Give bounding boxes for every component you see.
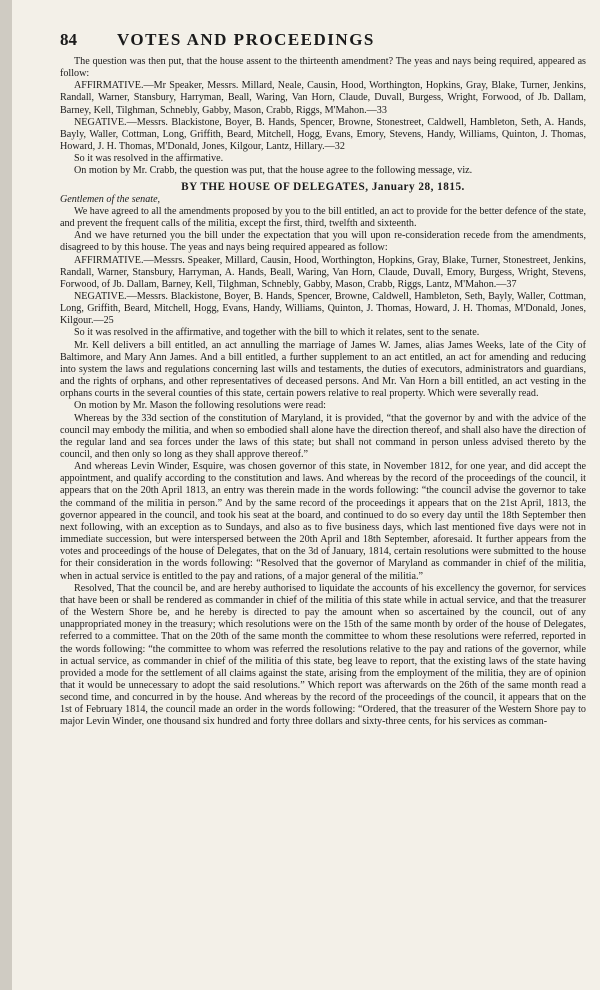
paragraph: AFFIRMATIVE.—Mr Speaker, Messrs. Millard, Neale, Causin, Hood, Worthington, Hopkins, Gray, Blake, Turner, Jenkins, Randall, Warner, Stansbury, Harryman, Beall, Waring, Van Horn, Claude, Duvall, Burgess, Wright, Forwood, of Jb. Dallam, Barney, Kell, Tilghman, Schnebly, Gabby, Mason, Crabb, Riggs, M'Mahon.—33 — [60, 80, 586, 116]
salutation: Gentlemen of the senate, — [60, 193, 161, 205]
paragraph: AFFIRMATIVE.—Messrs. Speaker, Millard, Causin, Hood, Worthington, Hopkins, Gray, Blake, Turner, Stonestreet, Jenkins, Randall, Warner, Stansbury, Harryman, A. Hands, Beall, Waring, Van Horn, Claude, Duvall, Emory, Burgess, Wright, Stevens, Forwood, of Jb. Dallam, Barney, Kell, Tilghman, Schnebly, Gabby, Mason, Crabb, Riggs, Lantz, M'Mahon.—37 — [60, 254, 586, 290]
running-title: VOTES AND PROCEEDINGS — [117, 30, 375, 49]
paragraph: Mr. Kell delivers a bill entitled, an act annulling the marriage of James W. James, alias James Weeks, late of the City of Baltimore, and Mary Ann James. And a bill entitled, a further supplement to an act entitled, an act for amending and reducing into system the laws and regulations concerning last wills and testaments, the duties of executors, administrators and guardians, and the rights of orphans, and other representatives of deceased persons. And Mr. Van Horn a bill entitled, an act vesting in the orphans courts in the several counties of this state, certain powers relative to real property. Which were severally read. — [60, 339, 586, 400]
paragraph: So it was resolved in the affirmative. — [74, 153, 224, 165]
paragraph: So it was resolved in the affirmative, and together with the bill to which it relates, sent to the senate. — [74, 327, 480, 339]
paragraph: On motion by Mr. Mason the following resolutions were read: — [74, 400, 326, 412]
paragraph: The question was then put, that the house assent to the thirteenth amendment? The yeas and nays being required, appeared as follow: — [60, 56, 586, 80]
binding-gutter — [0, 0, 12, 990]
paragraph: NEGATIVE.—Messrs. Blackistone, Boyer, B. Hands, Spencer, Browne, Caldwell, Hambleton, Seth, Bayly, Waller, Cottman, Long, Griffith, Beard, Mitchell, Hogg, Evans, Handy, Williams, Quinton, J. Thomas, Howard, J. H. Thomas, M'Donald, Jones, Kilgour.—25 — [60, 290, 586, 327]
paragraph: And we have returned you the bill under the expectation that you will upon re-consideration recede from the amendments, disagreed to by this house. The yeas and nays being required appeared as follow: — [60, 230, 586, 254]
document-body — [60, 56, 586, 729]
paragraph: Resolved, That the council be, and are hereby authorised to liquidate the accounts of his excellency the governor, for services that have been or shall be rendered as commander in chief of the militia of this state while in actual service, and that the treasurer of the Western Shore be, and he hereby is directed to pay the amount when so ascertained by the council, out of any unappropriated money in the treasury; which resolutions were on the 15th of the same month by order of the house of Delegates, referred to a committee. That on the 20th of the same month the committee to whom these resolutions were referred, reported in the words following: “the committee to whom was referred the resolutions relative to the pay and rations of the governor, while in actual service, as commander in chief of the militia of this state, beg leave to report, that the existing laws of the state having provided a mode for the settlement of all claims against the state, arising from the employment of the militia, they are of opinion that it would be unnecessary to adopt the said resolutions.” Which report was afterwards on the 26th of the same month read a second time, and concurred in by the house. And whereas by the record of the proceedings of the council, it appears that on the 1st of February 1814, the council made an order in the words following: “Ordered, that the treasurer of the Western Shore pay to major Levin Winder, one thousand six hundred and forty three dollars and sixty-three cents, for his services as comman- — [60, 582, 586, 728]
page-number: 84 — [60, 30, 77, 49]
paragraph: And whereas Levin Winder, Esquire, was chosen governor of this state, in November 1812, for one year, and did accept the appointment, and qualify according to the constitution and laws. And whereas by the record of the proceedings of the council, it appears that on the 20th April 1813, an entry was therein made in the words following: “the council advise the governor to take the command of the militia in person.” And by the same record of the proceedings it appears that on the 21st April, 1813, the governor appeared in the council, and took his seat at the board, and continued to do so every day until the 18th September then next following, with an exception as to Sundays, and also as to five business days, which last mentioned five days were not in immediate succession, but were interspersed between the 20th April and 18th September, aforesaid. It further appears from the votes and proceedings of the house of Delegates, that on the 3d of January, 1814, certain resolutions were submitted to the house for their consideration in the words following: “Resolved that the governor of Maryland as commander in chief of the militia, when in actual service is entitled to the pay and rations, of a major general of the militia.” — [60, 461, 586, 582]
section-heading: BY THE HOUSE OF DELEGATES, January 28, 1815. — [181, 180, 465, 193]
paragraph: NEGATIVE.—Messrs. Blackistone, Boyer, B. Hands, Spencer, Browne, Stonestreet, Caldwell, Hambleton, Seth, A. Hands, Bayly, Waller, Cottman, Long, Griffith, Beard, Mitchell, Hogg, Evans, Emory, Stevens, Handy, Williams, Quinton, J. Thomas, Howard, J. H. Thomas, M'Donald, Jones, Kilgour, Lantz, Hillary.—32 — [60, 116, 586, 153]
paragraph: We have agreed to all the amendments proposed by you to the bill entitled, an act to provide for the better defence of the state, and prevent the frequent calls of the militia, except the first, third, twelfth and sixteenth. — [60, 205, 586, 230]
paragraph: On motion by Mr. Crabb, the question was put, that the house agree to the following message, viz. — [74, 165, 473, 177]
paragraph: Whereas by the 33d section of the constitution of Maryland, it is provided, “that the governor by and with the advice of the council may embody the militia, and when so embodied shall alone have the direction thereof, and shall also have the direction of the regular land and sea forces under the laws of this state; but shall not command in person unless advised thereto by the council, and then only so long as they shall approve thereof.” — [60, 412, 586, 460]
page-header — [60, 30, 586, 50]
